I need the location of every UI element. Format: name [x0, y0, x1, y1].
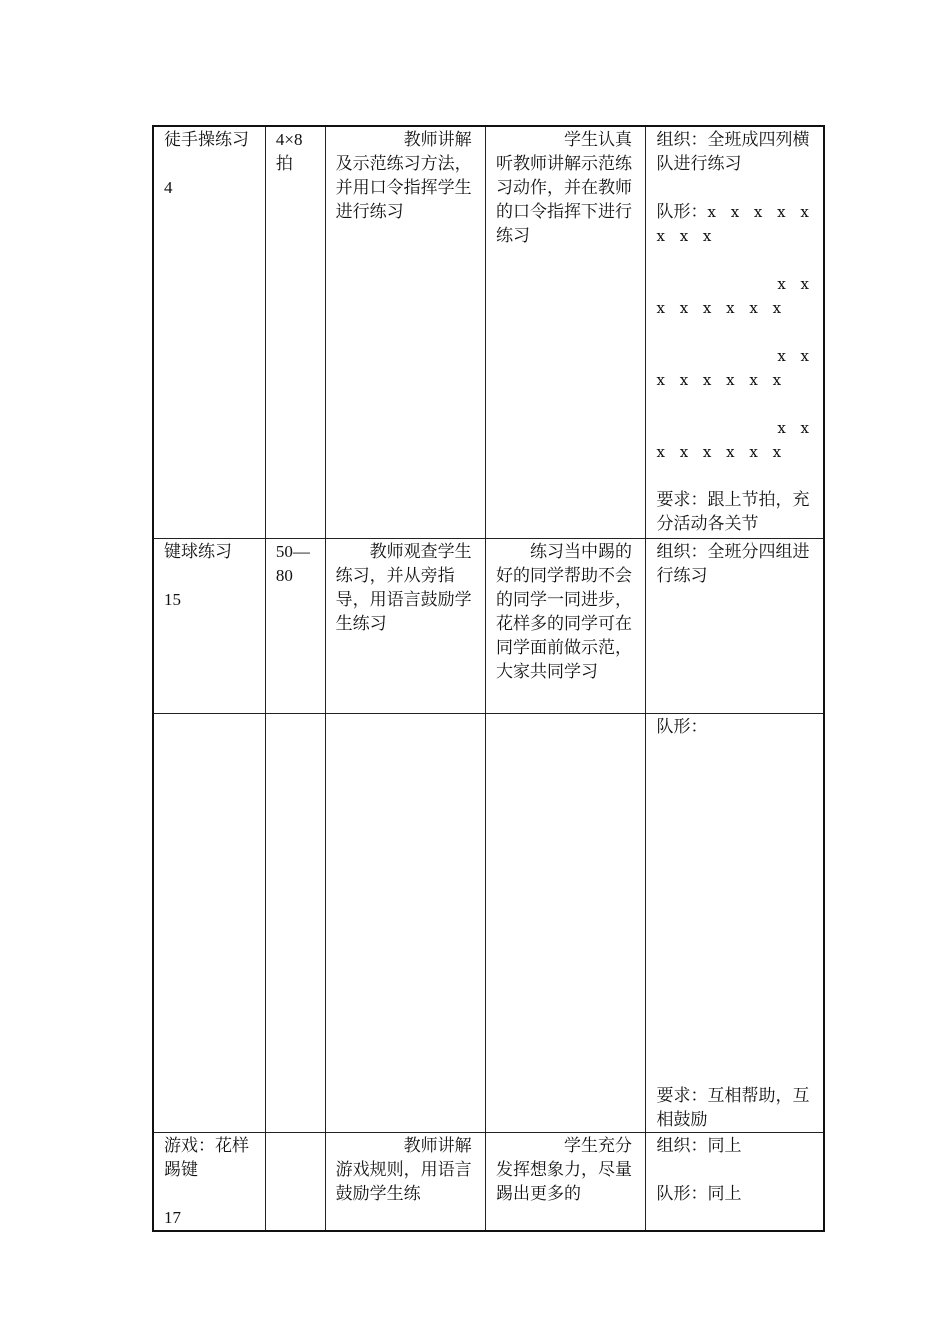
table-row	[153, 713, 824, 1132]
teacher-activity: 教师讲解游戏规则，用语言鼓励学生练	[335, 1135, 472, 1204]
formation-label: 队形：同上	[656, 1183, 742, 1204]
teacher-activity: 教师观查学生练习，并从旁指导，用语言鼓励学生练习	[335, 541, 472, 634]
formation-label: 队形：	[656, 716, 708, 737]
formation-row-lead: x x	[777, 419, 814, 437]
item-name: 键球练习	[164, 541, 232, 562]
cell-student	[486, 126, 646, 538]
formation-blank-area	[656, 739, 814, 1084]
cell-teacher	[325, 126, 485, 538]
cell-item	[153, 713, 265, 1132]
formation-label: 队形：	[656, 202, 708, 222]
formation-diagram	[656, 200, 814, 248]
item-time: 17	[164, 1207, 181, 1227]
formation-row: x x x x x x	[656, 299, 787, 317]
table-row	[153, 538, 824, 713]
organization-text: 组织：全班分四组进行练习	[656, 541, 810, 586]
organization-text: 组织：同上	[656, 1135, 742, 1156]
cell-student	[486, 538, 646, 713]
table-row	[153, 1132, 824, 1231]
requirement-text: 要求：互相帮助，互相鼓励	[656, 1085, 810, 1130]
teacher-activity: 教师讲解及示范练习方法，并用口令指挥学生进行练习	[335, 130, 472, 222]
cell-item	[153, 538, 265, 713]
student-activity: 学生认真听教师讲解示范练习动作，并在教师的口令指挥下进行练习	[496, 130, 633, 246]
cell-item	[153, 1132, 265, 1231]
requirement-text: 要求：跟上节拍，充分活动各关节	[656, 490, 810, 534]
formation-row-block	[656, 272, 814, 320]
organization-text: 组织：全班成四列横队进行练习	[656, 130, 810, 174]
formation-row-lead: x x	[777, 275, 814, 293]
cell-organization	[646, 538, 824, 713]
cell-teacher	[325, 713, 485, 1132]
formation-row: x x x x x x	[656, 371, 787, 389]
formation-row: x x x x x x	[656, 443, 787, 461]
formation-row-block	[656, 344, 814, 392]
cell-organization	[646, 1132, 824, 1231]
student-activity: 练习当中踢的好的同学帮助不会的同学一同进步，花样多的同学可在同学面前做示范，大家共同学习	[496, 541, 633, 682]
cell-count: 50—80	[265, 538, 325, 713]
formation-row-lead: x x	[777, 347, 814, 365]
cell-teacher	[325, 538, 485, 713]
item-time: 4	[164, 178, 173, 197]
cell-organization	[646, 126, 824, 538]
lesson-plan-table	[152, 125, 825, 1232]
cell-count: 4×8拍	[265, 126, 325, 538]
cell-student	[486, 1132, 646, 1231]
item-name: 游戏：花样踢键	[164, 1135, 249, 1180]
cell-count	[265, 713, 325, 1132]
cell-student	[486, 713, 646, 1132]
table-row	[153, 126, 824, 538]
item-name: 徒手操练习	[164, 130, 249, 150]
cell-teacher	[325, 1132, 485, 1231]
item-time: 15	[164, 589, 181, 609]
cell-count	[265, 1132, 325, 1231]
cell-item	[153, 126, 265, 538]
student-activity: 学生充分发挥想象力，尽量踢出更多的	[496, 1135, 633, 1204]
formation-row-block	[656, 416, 814, 464]
formation-row: x x x x x x x x	[656, 203, 814, 245]
cell-organization	[646, 713, 824, 1132]
